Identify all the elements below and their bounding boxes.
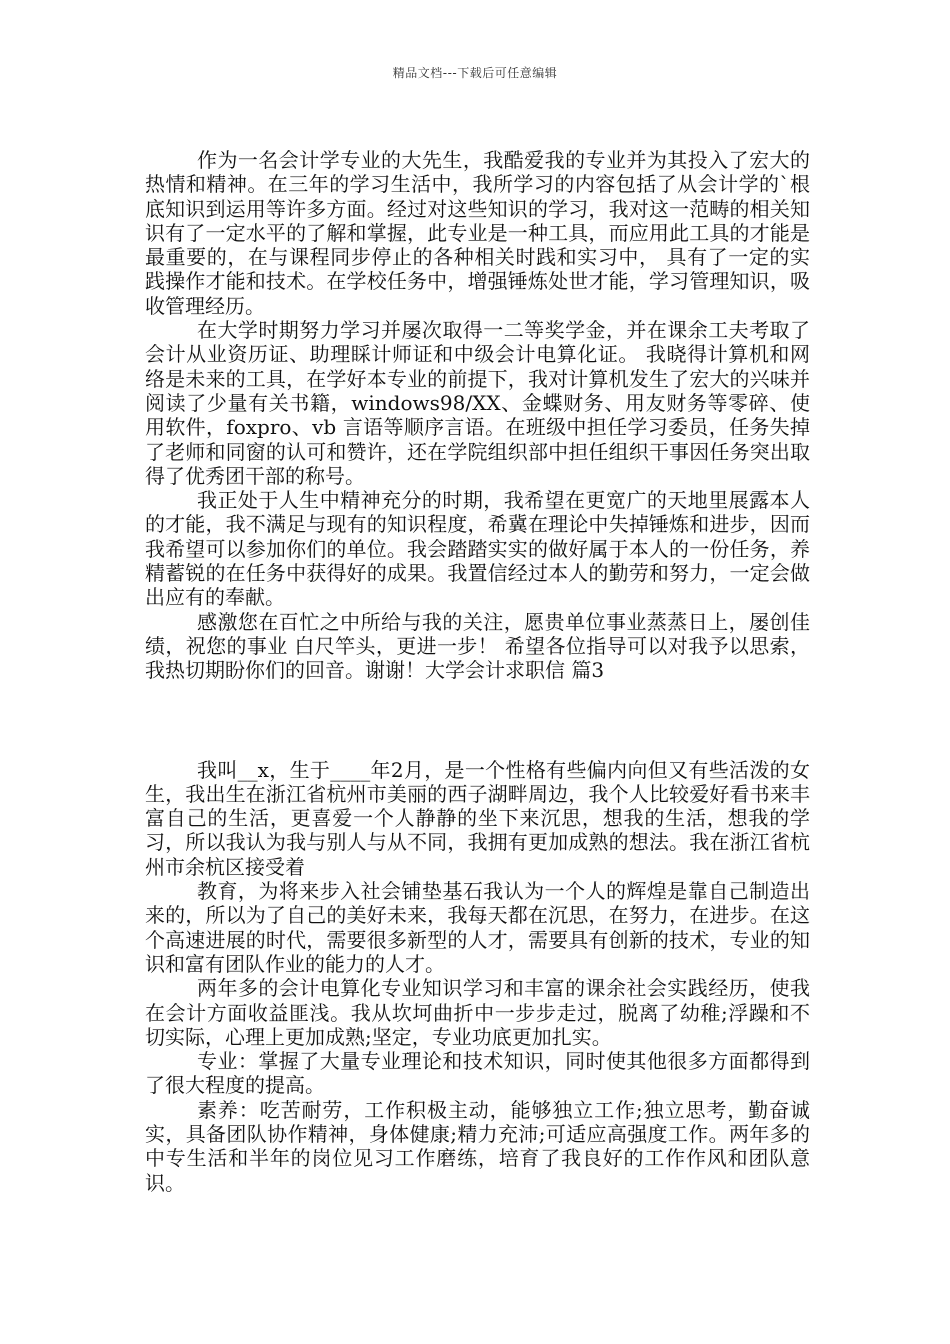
paragraph-experience: 两年多的会计电算化专业知识学习和丰富的课余社会实践经历，使我在会计方面收益匪浅。我从坎坷曲折中一步步走过，脱离了幼稚;浮躁和不切实际，心理上更加成熟;坚定，专业功底更加扎实。: [145, 976, 810, 1049]
paragraph-thanks: 感激您在百忙之中所给与我的关注，愿贵单位事业蒸蒸日上，屡创佳绩，祝您的事业 白尺竿头，更进一步！ 希望各位指导可以对我予以思索，我热切期盼你们的回音。谢谢！大学会计求职信 篇3: [145, 609, 810, 683]
paragraph-introduction: 我叫__x，生于____年2月，是一个性格有些偏内向但又有些活泼的女生，我出生在浙江省杭州市美丽的西子湖畔周边，我个人比较爱好看书来丰富自己的生活，更喜爱一个人静静的坐下来沉思，想我的生活，想我的学习，所以我认为我与别人与从不同，我拥有更加成熟的想法。我在浙江省杭州市余杭区接受着: [145, 757, 810, 879]
paragraph-specialty: 专业：掌握了大量专业理论和技术知识，同时使其他很多方面都得到了很大程度的提高。: [145, 1049, 810, 1098]
paragraph-aspiration: 我正处于人生中精神充分的时期，我希望在更宽广的天地里展露本人的才能，我不满足与现有的知识程度，希冀在理论中失掉锤炼和进步，因而我希望可以参加你们的单位。我会踏踏实实的做好属于本人的一份任务，养精蓄锐的在任务中获得好的成果。我置信经过本人的勤劳和努力，一定会做出应有的奉献。: [145, 488, 810, 610]
self-introduction-section: [145, 758, 810, 1195]
section-gap: [145, 683, 810, 758]
paragraph-certificates: 在大学时期努力学习并屡次取得一二等奖学金，并在课余工夫考取了会计从业资历证、助理睬计师证和中级会计电算化证。 我晓得计算机和网络是未来的工具，在学好本专业的前提下，我对计算机发生了宏大的兴味并阅读了少量有关书籍，windows98/XX、金蝶财务、用友财务等零碎、使用软件，foxpro、vb 言语等顺序言语。在班级中担任学习委员，任务失掉了老师和同窗的认可和赞许，还在学院组织部中担任组织干事因任务突出取得了优秀团干部的称号。: [145, 318, 810, 488]
document-body: [145, 148, 810, 1195]
paragraph-education: 教育，为将来步入社会铺垫基石我认为一个人的辉煌是靠自己制造出来的，所以为了自己的美好未来，我每天都在沉思，在努力，在进步。在这个高速进展的时代，需要很多新型的人才，需要具有创新的技术，专业的知识和富有团队作业的能力的人才。: [145, 879, 810, 976]
page-header: 精品文档---下载后可任意编辑: [392, 66, 558, 80]
paragraph-qualities: 素养：吃苦耐劳，工作积极主动，能够独立工作;独立思考，勤奋诚实，具备团队协作精神，身体健康;精力充沛;可适应高强度工作。两年多的中专生活和半年的岗位见习工作磨练，培育了我良好的工作作风和团队意识。: [145, 1097, 810, 1195]
cover-letter-section: [145, 148, 810, 683]
paragraph-passion: 作为一名会计学专业的大先生，我酷爱我的专业并为其投入了宏大的热情和精神。在三年的学习生活中，我所学习的内容包括了从会计学的`根底知识到运用等许多方面。经过对这些知识的学习，我对这一范畴的相关知识有了一定水平的了解和掌握，此专业是一种工具，而应用此工具的才能是最重要的，在与课程同步停止的各种相关时践和实习中， 具有了一定的实践操作才能和技术。在学校任务中，增强锤炼处世才能，学习管理知识，吸收管理经历。: [145, 148, 810, 318]
